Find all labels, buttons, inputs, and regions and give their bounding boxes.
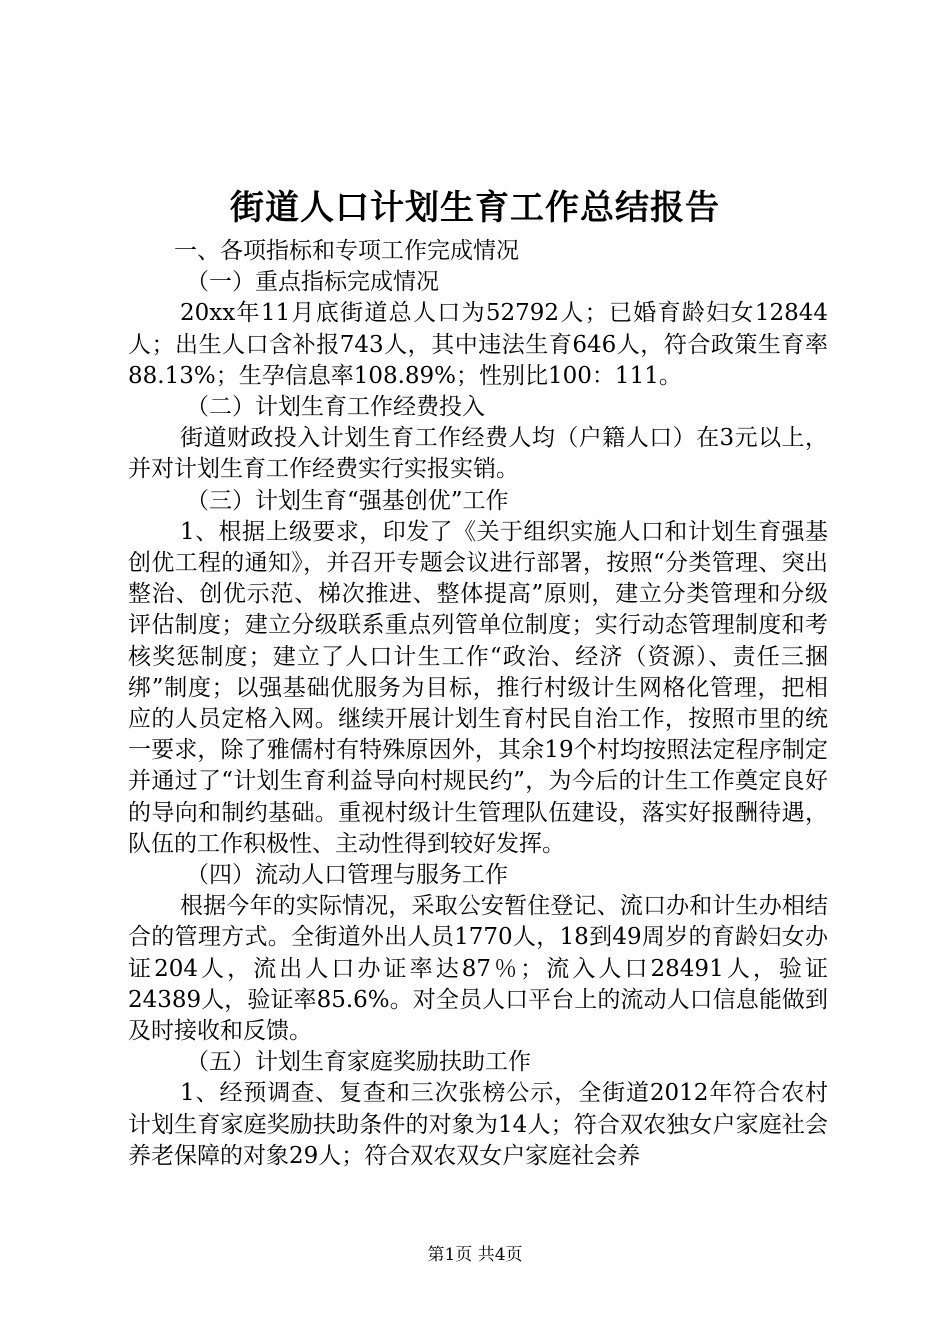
- section-1-paragraph: 20xx年11月底街道总人口为52792人；已婚育龄妇女12844人；出生人口含补报743人，其中违法生育646人，符合政策生育率88.13%；生孕信息率108.89%；性别比100：111。: [128, 300, 828, 389]
- section-1-heading: （一）重点指标完成情况: [186, 269, 439, 296]
- section-4-paragraph: 根据今年的实际情况，采取公安暂住登记、流口办和计生办相结合的管理方式。全街道外出人员1770人，18到49周岁的育龄妇女办证204人，流出人口办证率达87％；流入人口28491人，验证24389人，验证率85.6%。对全员人口平台上的流动人口信息能做到及时接收和反馈。: [128, 893, 828, 1045]
- heading-level-1: 一、各项指标和专项工作完成情况: [174, 238, 519, 264]
- section-2-paragraph: 街道财政投入计划生育工作经费人均（户籍人口）在3元以上，并对计划生育工作经费实行实报实销。: [128, 425, 828, 483]
- page-footer: 第1页 共4页: [427, 1245, 523, 1265]
- section-5-paragraph: 1、经预调查、复查和三次张榜公示，全街道2012年符合农村计划生育家庭奖励扶助条件的对象为14人；符合双农独女户家庭社会养老保障的对象29人；符合双农双女户家庭社会养: [128, 1080, 828, 1169]
- document-body: [128, 236, 828, 1172]
- document-title: 街道人口计划生育工作总结报告: [230, 188, 720, 228]
- section-4-heading: （四）流动人口管理与服务工作: [186, 862, 508, 889]
- section-5-heading: （五）计划生育家庭奖励扶助工作: [186, 1049, 531, 1076]
- section-3-heading: （三）计划生育“强基创优”工作: [186, 487, 509, 514]
- section-2-heading: （二）计划生育工作经费投入: [186, 394, 485, 421]
- section-3-paragraph: 1、根据上级要求，印发了《关于组织实施人口和计划生育强基创优工程的通知》，并召开专题会议进行部署，按照“分类管理、突出整治、创优示范、梯次推进、整体提高”原则，建立分类管理和分级评估制度；建立分级联系重点列管单位制度；实行动态管理制度和考核奖惩制度；建立了人口计生工作“政治、经济（资源）、责任三捆绑”制度；以强基础优服务为目标，推行村级计生网格化管理，把相应的人员定格入网。继续开展计划生育村民自治工作，按照市里的统一要求，除了雅儒村有特殊原因外，其余19个村均按照法定程序制定并通过了“计划生育利益导向村规民约”，为今后的计生工作奠定良好的导向和制约基础。重视村级计生管理队伍建设，落实好报酬待遇，队伍的工作积极性、主动性得到较好发挥。: [128, 518, 828, 857]
